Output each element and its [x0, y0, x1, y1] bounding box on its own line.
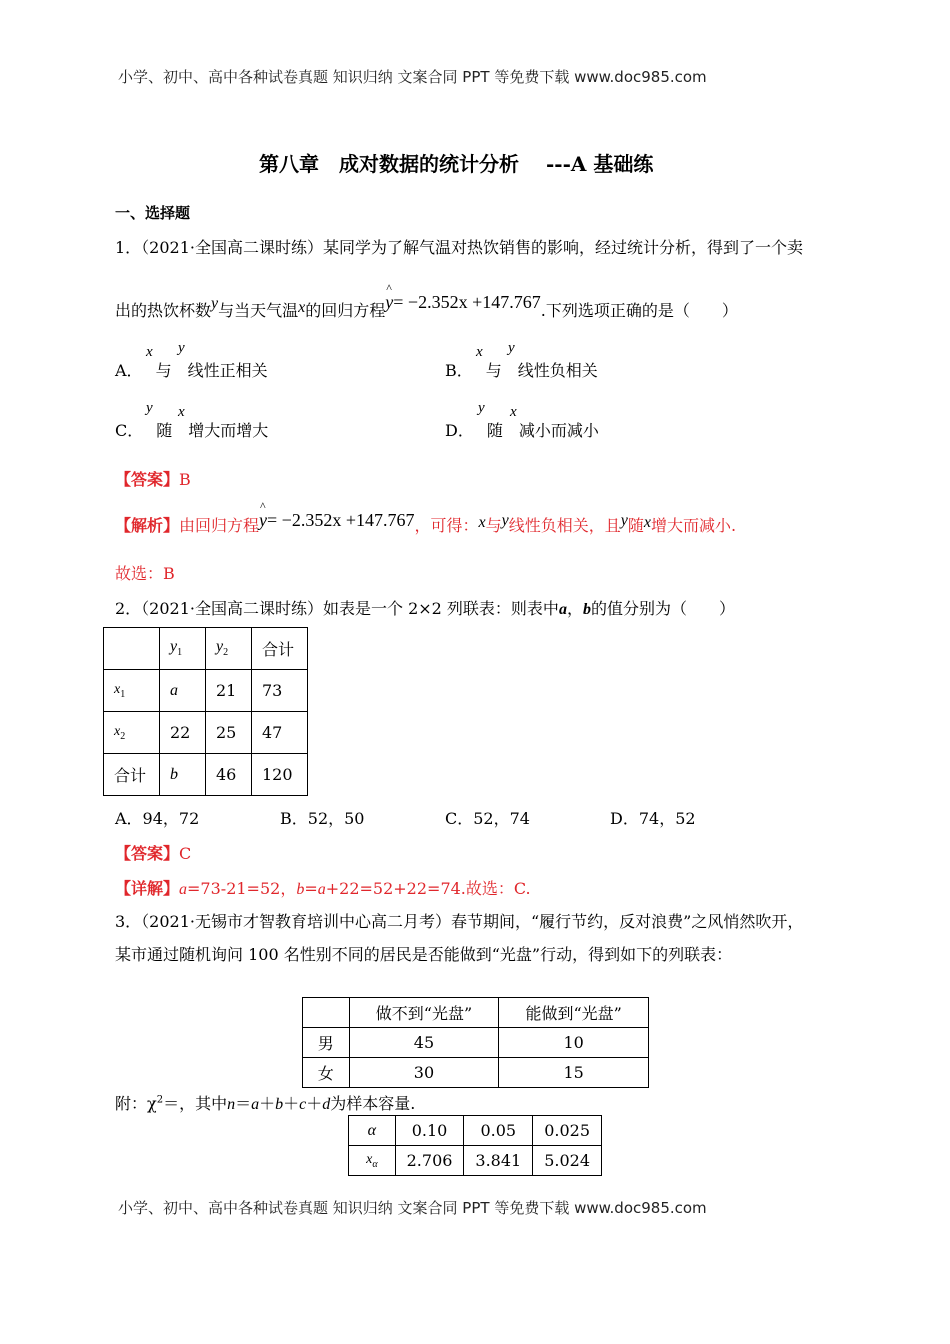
q1-option-a: A． x 与 y 线性正相关 [115, 340, 268, 380]
page-header: 小学、初中、高中各种试卷真题 知识归纳 文案合同 PPT 等免费下载 www.doc985.com [118, 68, 707, 86]
table-row [104, 712, 308, 754]
table-cell: 22 [160, 712, 206, 754]
table-cell: 46 [206, 754, 252, 796]
table-cell: b [160, 754, 206, 796]
table-cell: 0.05 [464, 1116, 533, 1146]
table-cell: 做不到“光盘” [349, 998, 499, 1028]
table-cell: 47 [252, 712, 308, 754]
table-cell: 15 [499, 1058, 649, 1088]
q3-contingency-table [302, 997, 649, 1088]
q1-answer: 【答案】B [115, 470, 191, 489]
table-cell: 120 [252, 754, 308, 796]
table-cell: 女 [303, 1058, 350, 1088]
q3-stem-line2: 某市通过随机询问 100 名性别不同的居民是否能做到“光盘”行动，得到如下的列联表： [115, 945, 733, 964]
page-title: 第八章 成对数据的统计分析 ---A 基础练 [259, 152, 654, 176]
table-cell: 男 [303, 1028, 350, 1058]
table-row [303, 1028, 649, 1058]
table-cell: 25 [206, 712, 252, 754]
q1-conclusion: 故选：B [115, 564, 175, 583]
q2-option-a: A．94，72 [115, 809, 200, 828]
q3-stem-line1: 3．（2021·无锡市才智教育培训中心高二月考）春节期间，“履行节约，反对浪费”之风悄然吹开， [115, 912, 804, 931]
table-cell: 0.10 [395, 1116, 464, 1146]
table-row [349, 1116, 602, 1146]
table-cell: $y_2$ [206, 628, 252, 670]
table-cell: 能做到“光盘” [499, 998, 649, 1028]
table-cell: 0.025 [533, 1116, 602, 1146]
q2-option-c: C．52，74 [445, 809, 530, 828]
table-cell: 合计 [252, 628, 308, 670]
table-cell: a [160, 670, 206, 712]
q3-note: 附：$\chi^2=$，其中n＝a＋b＋c＋d为样本容量. [115, 1094, 416, 1113]
table-cell: 5.024 [533, 1146, 602, 1176]
table-cell [104, 628, 160, 670]
table-cell: 3.841 [464, 1146, 533, 1176]
table-cell: 合计 [104, 754, 160, 796]
q1-option-d: D． y 随 x 减小而减小 [445, 400, 599, 440]
table-cell [303, 998, 350, 1028]
q2-stem: 2．（2021·全国高二课时练）如表是一个 2×2 列联表：则表中a，b的值分别为（ ） [115, 599, 735, 618]
table-cell: 21 [206, 670, 252, 712]
table-cell: $y_1$ [160, 628, 206, 670]
table-row [104, 670, 308, 712]
table-cell: α [349, 1116, 396, 1146]
table-cell: $x_2$ [104, 712, 160, 754]
q2-detail: 【详解】a=73-21=52，b=a+22=52+22=74.故选：C. [115, 879, 531, 898]
table-row [303, 998, 649, 1028]
table-cell: $x_\alpha$ [349, 1146, 396, 1176]
q2-answer: 【答案】C [115, 844, 192, 863]
q1-stem-line1: 1．（2021·全国高二课时练）某同学为了解气温对热饮销售的影响，经过统计分析，得到了一个卖 [115, 238, 803, 257]
table-row [104, 628, 308, 670]
q1-analysis: 【解析】由回归方程y ^ = −2.352x +147.767，可得：x与y线性负相关，且y随x增大而减小. [115, 499, 737, 535]
q1-stem-line2: 出的热饮杯数y与当天气温x的回归方程y ^ = −2.352x +147.767.下列选项正确的是（ ） [115, 281, 738, 320]
section-heading: 一、选择题 [115, 204, 191, 222]
table-cell: 73 [252, 670, 308, 712]
table-cell: $x_1$ [104, 670, 160, 712]
table-cell: 45 [349, 1028, 499, 1058]
q2-option-d: D．74，52 [610, 809, 696, 828]
q2-table [103, 627, 308, 796]
table-row [303, 1058, 649, 1088]
table-row [104, 754, 308, 796]
table-row [349, 1146, 602, 1176]
q3-critical-value-table [348, 1115, 602, 1176]
q2-option-b: B．52，50 [280, 809, 365, 828]
q1-option-c: C． y 随 x 增大而增大 [115, 400, 269, 440]
q1-option-b: B． x 与 y 线性负相关 [445, 340, 598, 380]
table-cell: 2.706 [395, 1146, 464, 1176]
table-cell: 10 [499, 1028, 649, 1058]
page-footer: 小学、初中、高中各种试卷真题 知识归纳 文案合同 PPT 等免费下载 www.doc985.com [118, 1199, 707, 1217]
table-cell: 30 [349, 1058, 499, 1088]
